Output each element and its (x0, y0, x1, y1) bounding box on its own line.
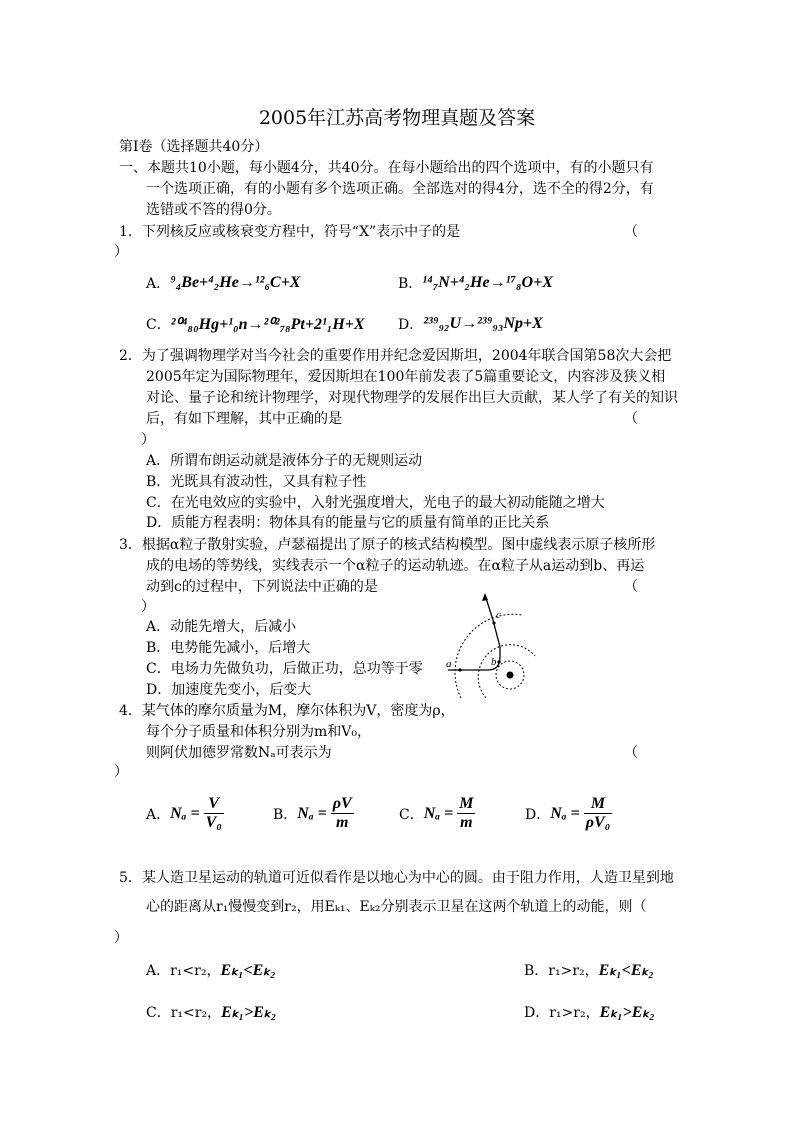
point-c-label: c (496, 609, 501, 621)
option-label: A．r₁<r₂， (146, 963, 221, 979)
kinetic-energy-expression: Eₖ₁<Eₖ₂ (598, 962, 654, 979)
fraction-denominator: m (336, 814, 349, 831)
arrow-icon (482, 593, 488, 601)
nucleus-dot (507, 672, 514, 679)
option-5d (524, 1002, 655, 1022)
option-3d: D．加速度先变小，后变大 (146, 682, 312, 698)
fraction-numerator: M (584, 795, 613, 814)
nuclear-equation: ¹⁴₇N+⁴₂He→¹⁷₈O+X (422, 274, 553, 291)
option-label: C． (146, 317, 171, 333)
nuclear-equation: ²³⁹₉₂U→²³⁹₉₃Np+X (423, 315, 543, 332)
answer-paren-close: ） (114, 930, 128, 946)
question-2-stem: 后，有如下理解，其中正确的是 (146, 411, 342, 427)
option-4a (146, 795, 224, 832)
nuclear-equation: ²⁰⁴₈₀Hg+¹₀n→²⁰²₇₈Pt+2¹₁H+X (170, 316, 365, 333)
answer-paren-open: （ (624, 224, 638, 240)
option-label: B．r₁>r₂， (524, 963, 599, 979)
formula-lhs: Nₐ = (550, 804, 580, 822)
option-label: D．r₁>r₂， (524, 1005, 600, 1021)
fraction-numerator: ρV (332, 795, 352, 812)
option-label: B． (273, 806, 298, 823)
option-1b (398, 273, 553, 293)
question-2-stem: 2005年定为国际物理年，爱因斯坦在100年前发表了5篇重要论文，内容涉及狭义相 (146, 369, 666, 385)
option-1c (146, 314, 365, 334)
question-4-stem: 4．某气体的摩尔质量为M，摩尔体积为V，密度为ρ， (119, 703, 455, 719)
kinetic-energy-expression: Eₖ₁>Eₖ₂ (599, 1004, 655, 1021)
option-label: C． (399, 806, 424, 823)
option-2a: A．所谓布朗运动就是液体分子的无规则运动 (146, 453, 423, 469)
question-1-stem: 1．下列核反应或核衰变方程中，符号“X”表示中子的是 (119, 224, 461, 240)
option-label: C．r₁<r₂， (146, 1005, 222, 1021)
formula-lhs: Nₐ = (423, 804, 454, 822)
question-5-stem: 5．某人造卫星运动的轨道可近似看作是以地心为中心的圆。由于阻力作用，人造卫星到地 (119, 870, 674, 886)
option-5b (524, 960, 654, 980)
option-3a: A．动能先增大，后减小 (146, 619, 297, 635)
option-4c (399, 795, 475, 832)
answer-paren-open: （ (624, 745, 638, 761)
option-label: B． (398, 276, 423, 292)
equipotential-line (478, 645, 535, 698)
nuclear-equation: ⁹₄Be+⁴₂He→¹²₆C+X (170, 274, 301, 291)
instructions-line: 一个选项正确，有的小题有多个选项正确。全部选对的得4分，选不全的得2分，有 (146, 181, 654, 197)
option-label: A． (146, 806, 171, 823)
answer-paren-open: （ (624, 579, 638, 595)
fraction-denominator: V₀ (205, 814, 222, 831)
answer-paren-close: ） (141, 432, 155, 448)
alpha-scattering-diagram (440, 590, 540, 700)
section-heading: 第Ⅰ卷（选择题共40分） (119, 139, 269, 155)
formula-lhs: Nₐ = (297, 804, 327, 822)
answer-paren-open: （ (624, 411, 638, 427)
point-b-label: b (491, 656, 497, 668)
answer-paren-close: ） (141, 599, 155, 615)
question-4-stem: 则阿伏加德罗常数Nₐ可表示为 (146, 745, 332, 761)
option-2b: B．光既具有波动性，又具有粒子性 (146, 474, 367, 490)
fraction-numerator: V (204, 795, 224, 814)
point-a-label: a (446, 658, 452, 670)
question-2-stem: 2．为了强调物理学对当今社会的重要作用并纪念爱因斯坦，2004年联合国第58次大会把 (119, 348, 672, 364)
equipotential-line (455, 614, 522, 698)
kinetic-energy-expression: Eₖ₁<Eₖ₂ (220, 962, 276, 979)
question-4-stem: 每个分子质量和体积分别为m和V₀， (146, 724, 371, 740)
option-1d (398, 314, 543, 334)
fraction-numerator: M (459, 795, 474, 812)
instructions-line: 一、本题共10小题，每小题4分，共40分。在每小题给出的四个选项中，有的小题只有 (119, 160, 654, 176)
fraction-denominator: m (460, 814, 473, 831)
option-3b: B．电势能先减小，后增大 (146, 640, 311, 656)
option-5a (146, 960, 276, 980)
formula-lhs: Nₐ = (170, 804, 200, 822)
question-3-stem: 成的电场的等势线，实线表示一个α粒子的运动轨迹。在α粒子从a运动到b、再运 (146, 558, 645, 574)
question-3-stem: 动到c的过程中，下列说法中正确的是 (146, 579, 378, 595)
kinetic-energy-expression: Eₖ₁>Eₖ₂ (221, 1004, 277, 1021)
option-label: A． (146, 276, 171, 292)
option-label: D． (398, 317, 424, 333)
option-5c (146, 1002, 276, 1022)
option-3c: C．电场力先做负功，后做正功，总功等于零 (146, 661, 423, 677)
question-3-stem: 3．根据α粒子散射实验，卢瑟福提出了原子的核式结构模型。图中虚线表示原子核所形 (119, 537, 656, 553)
question-2-stem: 对论、量子论和统计物理学，对现代物理学的发展作出巨大贡献，某人学了有关的知识 (146, 390, 678, 406)
option-4b (273, 795, 354, 832)
option-1a (146, 273, 300, 293)
answer-paren-close: ） (114, 244, 128, 260)
option-2c: C．在光电效应的实验中，入射光强度增大，光电子的最大初动能随之增大 (146, 495, 605, 511)
question-5-stem: 心的距离从r₁慢慢变到r₂，用Eₖ₁、Eₖ₂分别表示卫星在这两个轨道上的动能，则（ (146, 899, 647, 915)
option-2d: D．质能方程表明：物体具有的能量与它的质量有简单的正比关系 (146, 515, 550, 531)
page-title: 2005年江苏高考物理真题及答案 (258, 107, 536, 129)
option-label: D． (525, 806, 551, 823)
fraction-denominator: ρV₀ (585, 814, 611, 831)
option-4d (525, 795, 612, 832)
answer-paren-close: ） (114, 764, 128, 780)
instructions-line: 选错或不答的得0分。 (146, 202, 281, 218)
